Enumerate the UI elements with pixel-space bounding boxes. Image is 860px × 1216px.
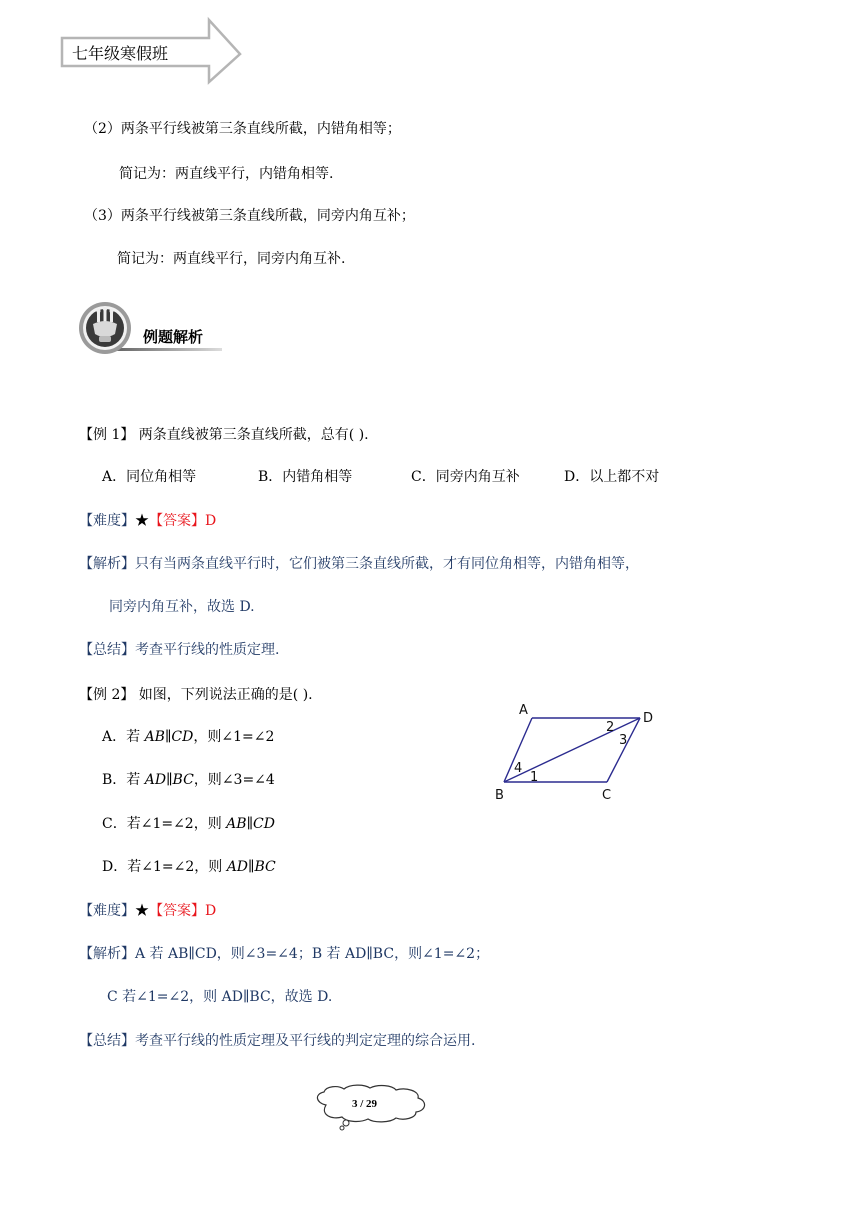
vertex-d-label: D — [643, 711, 654, 726]
angle-3-label: 3 — [619, 733, 628, 748]
example1-summary-text: 考查平行线的性质定理. — [135, 642, 280, 658]
diagonal-bd — [504, 718, 640, 782]
option-conclusion: ∠1=∠2 — [221, 729, 275, 745]
example2-option-a — [102, 727, 274, 747]
example1-option-d: D．以上都不对 — [564, 469, 660, 485]
option-prefix: B．若 — [102, 772, 145, 788]
example1-analysis-line1 — [79, 554, 639, 574]
angle-2-label: 2 — [606, 720, 615, 735]
example2-analysis-line2: C 若∠1=∠2，则 AD∥BC，故选 D. — [107, 989, 333, 1005]
example2-option-c — [102, 814, 275, 834]
header-tab-label: 七年级寒假班 — [72, 44, 169, 63]
vertex-c-label: C — [602, 788, 612, 803]
difficulty-label: 【难度】 — [79, 513, 135, 529]
difficulty-label: 【难度】 — [79, 903, 135, 919]
vertex-a-label: A — [519, 703, 528, 718]
example1-question — [79, 425, 369, 445]
option-relation: AB∥CD — [226, 816, 275, 832]
option-mid: ，则 — [193, 729, 222, 745]
example1-option-b: B．内错角相等 — [258, 469, 353, 485]
option-relation: AD∥BC — [144, 772, 194, 788]
summary-label: 【总结】 — [79, 1033, 135, 1049]
answer-label: 【答案】 — [149, 903, 205, 919]
example1-summary — [79, 640, 279, 660]
option-prefix: A．若 — [102, 729, 145, 745]
option-mid: ，则 — [193, 772, 222, 788]
example2-answer: D — [205, 903, 217, 919]
property-3-statement: （3）两条平行线被第三条直线所截，同旁内角互补； — [84, 208, 415, 224]
difficulty-star: ★ — [135, 903, 149, 919]
example2-question-text: 如图，下列说法正确的是( ). — [134, 687, 313, 703]
analysis-label: 【解析】 — [79, 556, 135, 572]
example1-option-c: C．同旁内角互补 — [411, 469, 520, 485]
example2-option-d — [102, 857, 276, 877]
property-3-short: 简记为：两直线平行，同旁内角互补. — [117, 251, 346, 267]
example1-question-text: 两条直线被第三条直线所截，总有( ). — [134, 427, 369, 443]
brain-lightbulb-icon — [77, 300, 133, 356]
analysis-label: 【解析】 — [79, 946, 135, 962]
example2-analysis-text: A 若 AB∥CD，则∠3=∠4；B 若 AD∥BC，则∠1=∠2； — [135, 946, 490, 962]
example1-tag: 【例 1】 — [79, 427, 135, 443]
example2-question — [79, 685, 313, 705]
answer-label: 【答案】 — [149, 513, 205, 529]
option-prefix: D．若∠1=∠2，则 — [102, 859, 227, 875]
property-2-statement: （2）两条平行线被第三条直线所截，内错角相等； — [84, 121, 401, 137]
example1-analysis-line2: 同旁内角互补，故选 D. — [109, 599, 255, 615]
page-number: 3 / 29 — [352, 1098, 378, 1110]
example2-summary-text: 考查平行线的性质定理及平行线的判定定理的综合运用. — [135, 1033, 476, 1049]
example1-difficulty-line — [79, 511, 216, 531]
angle-1-label: 1 — [530, 770, 539, 785]
summary-label: 【总结】 — [79, 642, 135, 658]
section-title: 例题解析 — [143, 328, 204, 346]
example2-analysis-line1 — [79, 944, 489, 964]
example2-difficulty-line — [79, 901, 216, 921]
example2-summary — [79, 1031, 475, 1051]
property-2-short: 简记为：两直线平行，内错角相等. — [119, 166, 334, 182]
example1-answer: D — [205, 513, 217, 529]
angle-4-label: 4 — [514, 761, 523, 776]
example1-option-a: A．同位角相等 — [102, 469, 197, 485]
option-prefix: C．若∠1=∠2，则 — [102, 816, 227, 832]
option-relation: AB∥CD — [144, 729, 194, 745]
option-conclusion: ∠3=∠4 — [221, 772, 275, 788]
example1-analysis-text: 只有当两条直线平行时，它们被第三条直线所截，才有同位角相等，内错角相等， — [135, 556, 639, 572]
difficulty-star: ★ — [135, 513, 149, 529]
parallelogram-figure — [490, 695, 670, 805]
option-relation: AD∥BC — [226, 859, 276, 875]
example2-option-b — [102, 770, 275, 790]
vertex-b-label: B — [495, 788, 504, 803]
example2-tag: 【例 2】 — [79, 687, 135, 703]
